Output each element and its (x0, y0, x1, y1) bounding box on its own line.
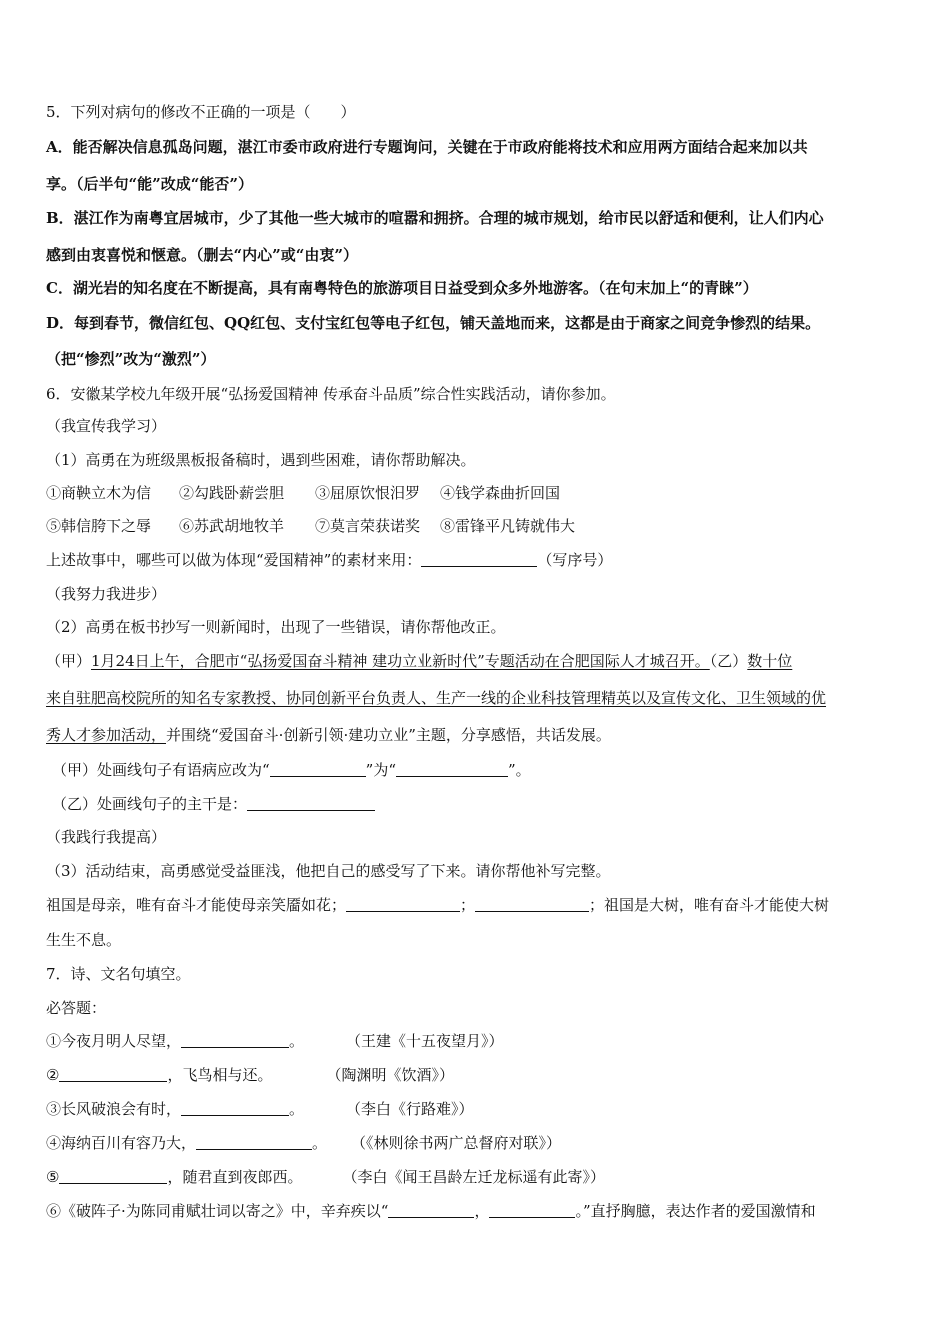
story-item: ④钱学森曲折回国 (440, 484, 561, 502)
verse-source: （李白《闻王昌龄左迁龙标遥有此寄》） (342, 1168, 605, 1186)
yi-underlined-sentence-part2: 来自驻肥高校院所的知名专家教授、协同创新平台负责人、生产一线的企业科技管理精英以及宣传文化、卫生领域的优 (46, 689, 827, 707)
q6-jia-mid: ”为“ (365, 761, 397, 779)
q6-stem: 6．安徽某学校九年级开展“弘扬爱国精神 传承奋斗品质”综合性实践活动，请你参加。 (46, 385, 616, 403)
verse-text: 。”直抒胸臆，表达作者的爱国激情和 (575, 1202, 816, 1220)
answer-blank[interactable] (59, 1168, 167, 1184)
q6-part-1-prompt: 上述故事中，哪些可以做为体现“爱国精神”的素材来用： (46, 551, 422, 569)
story-item: ②勾践卧薪尝胆 (179, 484, 285, 502)
q5-stem: 5．下列对病句的修改不正确的一项是（ ） (46, 103, 356, 121)
verse-text: ①今夜月明人尽望， (46, 1032, 182, 1050)
q6-jia-prompt: （甲）处画线句子有语病应改为“ (52, 761, 270, 779)
answer-blank[interactable] (59, 1066, 167, 1082)
q6-yi-prompt: （乙）处画线句子的主干是： (52, 795, 248, 813)
q7-item-6 (46, 1201, 816, 1221)
answer-blank[interactable] (396, 761, 508, 777)
verse-source: （陶渊明《饮酒》） (326, 1066, 454, 1084)
q5-option-b-line2: 感到由衷喜悦和惬意。（删去“内心”或“由衷”） (46, 246, 359, 264)
q6-section-1: （我宣传我学习） (46, 417, 167, 435)
answer-blank[interactable] (181, 1032, 289, 1048)
q5-option-a-text: A．能否解决信息孤岛问题，湛江市委市政府进行专题询问，关键在于市政府能将技术和应用两方面结合起来加以共 (46, 138, 808, 156)
yi-label: （乙） (709, 652, 748, 670)
yi-underlined-sentence-part1: 数十位 (747, 652, 793, 670)
answer-blank[interactable] (346, 896, 460, 912)
jia-underlined-sentence: 1月24日上午，合肥市“弘扬爱国奋斗精神 建功立业新时代”专题活动在合肥国际人才城召开。 (91, 652, 710, 670)
jia-label: （甲） (46, 652, 92, 670)
q7-item-5 (46, 1167, 605, 1187)
verse-text: ⑥《破阵子·为陈同甫赋壮词以寄之》中，辛弃疾以“ (46, 1202, 389, 1220)
story-item: ⑧雷锋平凡铸就伟大 (440, 517, 576, 535)
q6-story-row-1 (46, 483, 560, 503)
q6-story-row-2 (46, 516, 575, 536)
verse-source: （王建《十五夜望月》） (346, 1032, 504, 1050)
story-item: ①商鞅立木为信 (46, 484, 152, 502)
story-item: ⑦莫言荣获诺奖 (315, 517, 421, 535)
answer-blank[interactable] (489, 1202, 575, 1218)
answer-blank[interactable] (181, 1100, 289, 1116)
verse-text: ④海纳百川有容乃大， (46, 1134, 197, 1152)
verse-text: ，随君直到夜郎西。 (167, 1168, 303, 1186)
story-item: ⑥苏武胡地牧羊 (179, 517, 285, 535)
q6-section-3: （我践行我提高） (46, 828, 167, 846)
q5-option-d-line2: （把“惨烈”改为“激烈”） (46, 350, 216, 368)
verse-source: （李白《行路难》） (346, 1100, 474, 1118)
q6-part-1-tail: （写序号） (537, 551, 613, 569)
answer-blank[interactable] (196, 1134, 312, 1150)
q7-item-3 (46, 1099, 474, 1119)
verse-punct: 。 (289, 1100, 305, 1118)
news-line-2 (46, 688, 826, 708)
verse-text: ，飞鸟相与还。 (167, 1066, 273, 1084)
q6-part-3-line2: 生生不息。 (46, 931, 122, 949)
q6-part-1-question (46, 550, 612, 570)
q6-part-3-lead: 祖国是母亲，唯有奋斗才能使母亲笑靥如花； (46, 896, 347, 914)
news-line-1 (46, 651, 792, 671)
news-tail: 并围绕“爱国奋斗·创新引领·建功立业”主题，分享感悟，共话发展。 (166, 726, 611, 744)
answer-blank[interactable] (388, 1202, 474, 1218)
answer-blank[interactable] (421, 551, 537, 567)
story-item: ⑤韩信胯下之辱 (46, 517, 152, 535)
verse-punct: 。 (289, 1032, 305, 1050)
q5-option-b-line1: B．湛江作为南粤宜居城市，少了其他一些大城市的喧嚣和拥挤。合理的城市规划，给市民以舒适和便利，让人们内心 (46, 209, 824, 227)
q5-option-d-line1: D．每到春节，微信红包、QQ红包、支付宝红包等电子红包，铺天盖地而来，这都是由于商家之间竞争惨烈的结果。 (46, 314, 821, 332)
q7-item-4 (46, 1133, 561, 1153)
verse-text: ③长风破浪会有时， (46, 1100, 182, 1118)
q5-option-a-line2: 享。（后半句“能”改成“能否”） (46, 175, 254, 193)
q6-part-3-sep: ； (589, 896, 605, 914)
answer-blank[interactable] (475, 896, 589, 912)
q7-item-1 (46, 1031, 504, 1051)
verse-source: （《林则徐书两广总督府对联》） (351, 1134, 562, 1152)
q5-option-c: C．湖光岩的知名度在不断提高，具有南粤特色的旅游项目日益受到众多外地游客。（在句末加上“的青睐”） (46, 279, 758, 297)
q6-part-3: （3）活动结束，高勇感觉受益匪浅，他把自己的感受写了下来。请你帮他补写完整。 (46, 862, 611, 880)
story-item: ③屈原饮恨汨罗 (315, 484, 421, 502)
yi-underlined-sentence-part3: 秀人才参加活动， (46, 726, 167, 744)
news-line-3 (46, 725, 611, 745)
answer-blank[interactable] (270, 761, 366, 777)
q6-part-1: （1）高勇在为班级黑板报备稿时，遇到些困难，请你帮助解决。 (46, 451, 476, 469)
q6-jia-question (52, 760, 531, 780)
verse-text: ② (46, 1066, 60, 1084)
answer-blank[interactable] (247, 795, 375, 811)
q6-part-3-tail: 祖国是大树，唯有奋斗才能使大树 (604, 896, 830, 914)
verse-punct: ， (474, 1202, 490, 1220)
q6-section-2: （我努力我进步） (46, 585, 167, 603)
q7-item-2 (46, 1065, 454, 1085)
q6-part-3-line1 (46, 895, 829, 915)
verse-punct: 。 (312, 1134, 328, 1152)
verse-text: ⑤ (46, 1168, 60, 1186)
q6-part-2: （2）高勇在板书抄写一则新闻时，出现了一些错误，请你帮他改正。 (46, 618, 506, 636)
q6-jia-end: ”。 (508, 761, 531, 779)
q6-part-3-sep: ； (460, 896, 476, 914)
q7-required: 必答题： (46, 999, 107, 1017)
q7-stem: 7．诗、文名句填空。 (46, 965, 191, 983)
q6-yi-question (52, 794, 375, 814)
q5-option-a-line1 (46, 137, 808, 157)
